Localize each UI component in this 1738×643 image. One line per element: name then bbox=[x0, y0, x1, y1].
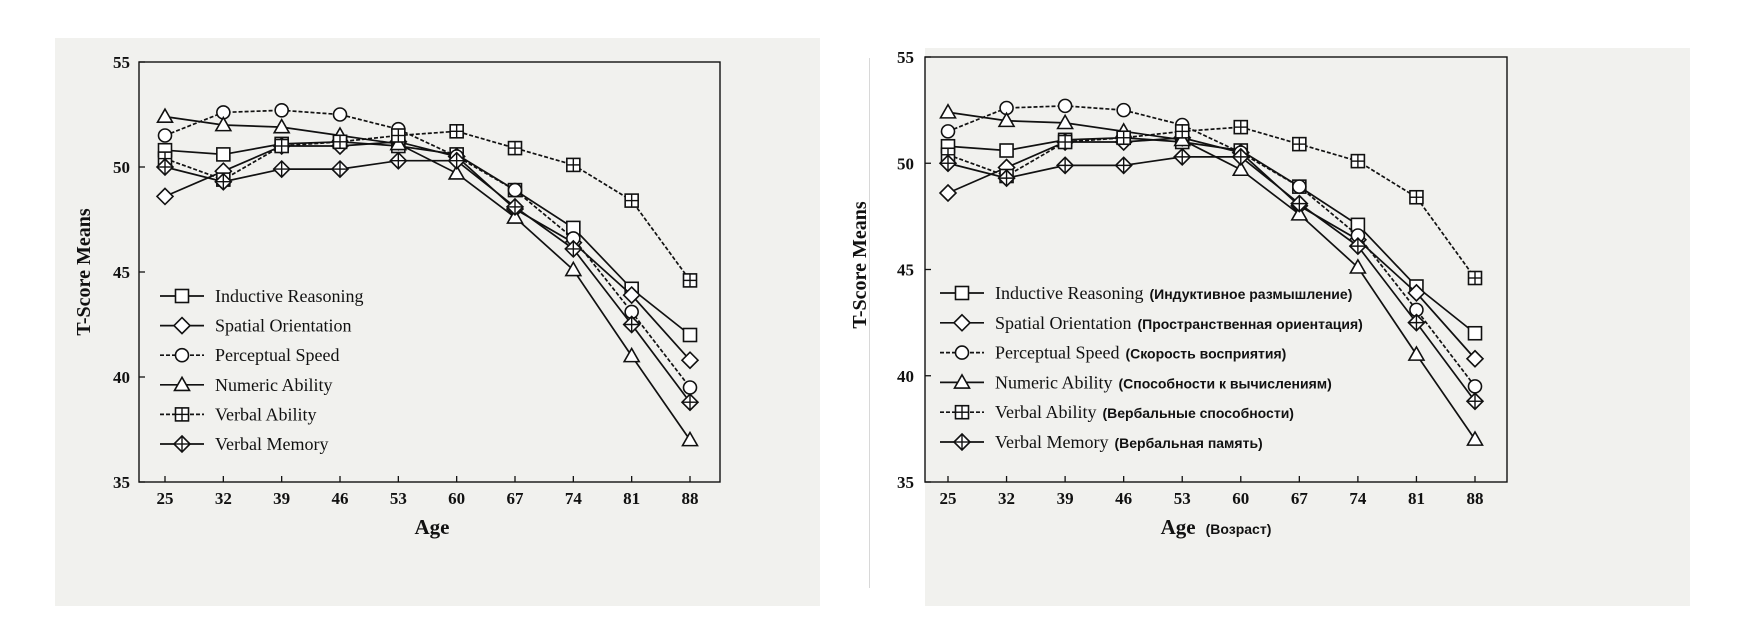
legend-marker bbox=[175, 377, 190, 390]
data-point bbox=[1174, 149, 1190, 165]
legend-item bbox=[940, 343, 1286, 363]
legend-label bbox=[995, 283, 1352, 303]
legend-marker bbox=[176, 349, 189, 362]
legend-label bbox=[215, 404, 317, 424]
x-tick-label: 53 bbox=[1173, 489, 1191, 508]
legend-marker bbox=[174, 318, 190, 334]
data-point bbox=[390, 153, 406, 169]
series-line bbox=[948, 157, 1475, 401]
y-tick-label: 50 bbox=[897, 154, 914, 174]
x-tick-label: 81 bbox=[1407, 489, 1425, 508]
legend-item bbox=[940, 372, 1332, 392]
y-tick-label: 55 bbox=[113, 53, 130, 72]
x-axis-title-text: Age bbox=[414, 515, 450, 539]
y-tick-label: 55 bbox=[897, 48, 914, 67]
legend-name: Verbal Ability bbox=[995, 402, 1097, 423]
x-tick-label: 46 bbox=[1115, 489, 1133, 508]
series-numeric-ability bbox=[158, 109, 698, 446]
x-tick-label: 60 bbox=[448, 489, 466, 508]
series-line bbox=[165, 142, 690, 335]
x-axis-title-text: Age bbox=[1160, 515, 1196, 539]
data-point bbox=[1234, 121, 1247, 134]
legend-name: Numeric Ability bbox=[995, 372, 1113, 393]
legend-note: (Индуктивное размышление) bbox=[1149, 286, 1353, 302]
legend-name: Inductive Reasoning bbox=[215, 286, 364, 306]
legend-name: Verbal Ability bbox=[215, 404, 317, 425]
x-tick-label: 39 bbox=[1056, 489, 1074, 508]
x-tick-label: 39 bbox=[273, 489, 291, 508]
data-point bbox=[682, 394, 698, 410]
x-tick-label: 53 bbox=[389, 489, 407, 508]
series-inductive-reasoning bbox=[942, 131, 1482, 340]
y-tick-label: 45 bbox=[113, 263, 130, 282]
legend-marker bbox=[176, 408, 189, 421]
data-point bbox=[1117, 104, 1130, 117]
x-tick-label: 88 bbox=[1466, 489, 1484, 508]
data-point bbox=[1000, 144, 1013, 157]
legend-marker bbox=[954, 315, 970, 331]
data-point bbox=[1467, 393, 1483, 409]
y-tick-label: 35 bbox=[897, 473, 914, 492]
data-point bbox=[1469, 327, 1482, 340]
legend-name: Perceptual Speed bbox=[215, 345, 340, 366]
data-point bbox=[509, 142, 522, 155]
data-point bbox=[1057, 157, 1073, 173]
data-point bbox=[940, 185, 956, 201]
legend-label bbox=[215, 316, 351, 336]
legend-note: (Пространственная ориентация) bbox=[1137, 315, 1363, 332]
legend-item bbox=[940, 283, 1352, 303]
y-tick-label: 35 bbox=[113, 473, 130, 492]
data-point bbox=[1351, 155, 1364, 168]
x-tick-label: 46 bbox=[331, 489, 349, 508]
legend-name: Verbal Memory bbox=[215, 434, 329, 454]
data-point bbox=[509, 184, 522, 197]
data-point bbox=[159, 129, 172, 142]
x-axis-title bbox=[415, 515, 450, 539]
legend-marker bbox=[174, 436, 190, 452]
data-point bbox=[1176, 125, 1189, 138]
legend-label bbox=[995, 343, 1286, 363]
data-point bbox=[1117, 131, 1130, 144]
data-point bbox=[941, 105, 956, 118]
data-point bbox=[334, 135, 347, 148]
legend-note: (Вербальная память) bbox=[1114, 435, 1263, 451]
legend-marker bbox=[956, 287, 969, 300]
legend-marker bbox=[176, 290, 189, 303]
legend-item bbox=[160, 404, 317, 424]
x-axis-title bbox=[1161, 515, 1272, 539]
data-point bbox=[942, 125, 955, 138]
data-point bbox=[392, 129, 405, 142]
data-point bbox=[157, 188, 173, 204]
data-point bbox=[275, 104, 288, 117]
x-tick-label: 60 bbox=[1232, 489, 1250, 508]
legend-item bbox=[160, 286, 363, 306]
legend bbox=[160, 286, 363, 454]
data-point bbox=[1468, 432, 1483, 445]
legend-item bbox=[940, 432, 1263, 452]
legend-note: (Способности к вычислениям) bbox=[1118, 375, 1332, 392]
x-tick-label: 25 bbox=[939, 489, 957, 508]
legend-marker bbox=[956, 406, 969, 419]
legend-label bbox=[215, 434, 328, 454]
data-point bbox=[625, 194, 638, 207]
series-inductive-reasoning bbox=[159, 135, 697, 341]
legend-name: Perceptual Speed bbox=[995, 342, 1120, 363]
legend-label bbox=[215, 286, 363, 306]
y-axis-title: T-Score Means bbox=[73, 208, 95, 336]
data-point bbox=[158, 109, 173, 122]
x-tick-label: 74 bbox=[1349, 489, 1367, 508]
data-point bbox=[1293, 138, 1306, 151]
x-tick-label: 32 bbox=[998, 489, 1016, 508]
series-line bbox=[165, 131, 690, 280]
legend-item bbox=[940, 402, 1294, 422]
legend-note: (Скорость восприятия) bbox=[1125, 345, 1287, 362]
data-point bbox=[684, 381, 697, 394]
legend-label bbox=[995, 313, 1363, 333]
legend-name: Spatial Orientation bbox=[995, 312, 1132, 333]
legend-note: (Вербальные способности) bbox=[1102, 405, 1294, 422]
data-point bbox=[567, 158, 580, 171]
legend-name: Spatial Orientation bbox=[215, 315, 352, 336]
data-point bbox=[624, 317, 640, 333]
data-point bbox=[1293, 180, 1306, 193]
y-tick-label: 45 bbox=[897, 260, 914, 280]
data-point bbox=[1116, 157, 1132, 173]
series-line bbox=[948, 127, 1475, 278]
legend-item bbox=[940, 313, 1363, 333]
legend-name: Inductive Reasoning bbox=[995, 283, 1144, 303]
data-point bbox=[624, 349, 639, 362]
legend-label bbox=[215, 375, 332, 395]
data-point bbox=[1409, 347, 1424, 360]
x-tick-label: 67 bbox=[506, 489, 524, 508]
x-tick-label: 81 bbox=[623, 489, 641, 508]
data-point bbox=[217, 148, 230, 161]
legend-item bbox=[160, 316, 351, 336]
series-line bbox=[165, 161, 690, 403]
legend-label bbox=[995, 432, 1263, 452]
series-numeric-ability bbox=[941, 105, 1483, 445]
series-line bbox=[948, 138, 1475, 334]
data-point bbox=[1469, 380, 1482, 393]
legend-label bbox=[995, 402, 1294, 422]
legend-item bbox=[160, 375, 332, 395]
legend-marker bbox=[955, 375, 970, 388]
legend-name: Numeric Ability bbox=[215, 374, 333, 395]
y-tick-label: 40 bbox=[897, 366, 914, 386]
legend-item bbox=[160, 345, 339, 365]
x-tick-label: 88 bbox=[681, 489, 699, 508]
legend-label bbox=[995, 372, 1332, 392]
data-point bbox=[1410, 191, 1423, 204]
x-axis-title-note: (Возраст) bbox=[1205, 521, 1272, 537]
right-chart bbox=[849, 48, 1507, 539]
legend bbox=[940, 283, 1363, 452]
y-tick-label: 40 bbox=[113, 368, 130, 387]
x-tick-label: 74 bbox=[564, 489, 582, 508]
legend-label bbox=[215, 345, 339, 365]
left-chart bbox=[73, 53, 720, 539]
y-tick-label: 50 bbox=[113, 158, 130, 177]
data-point bbox=[1059, 136, 1072, 149]
data-point bbox=[334, 108, 347, 121]
data-point bbox=[450, 125, 463, 138]
data-point bbox=[683, 433, 698, 446]
x-tick-label: 32 bbox=[214, 489, 232, 508]
y-axis-title: T-Score Means bbox=[849, 201, 871, 329]
data-point bbox=[274, 161, 290, 177]
data-point bbox=[1469, 272, 1482, 285]
legend-item bbox=[160, 434, 328, 454]
x-tick-label: 67 bbox=[1290, 489, 1308, 508]
data-point bbox=[1059, 99, 1072, 112]
x-tick-label: 25 bbox=[156, 489, 174, 508]
legend-marker bbox=[954, 434, 970, 450]
legend-name: Verbal Memory bbox=[995, 432, 1109, 452]
data-point bbox=[275, 140, 288, 153]
data-point bbox=[684, 329, 697, 342]
legend-marker bbox=[956, 346, 969, 359]
data-point bbox=[684, 274, 697, 287]
data-point bbox=[332, 161, 348, 177]
